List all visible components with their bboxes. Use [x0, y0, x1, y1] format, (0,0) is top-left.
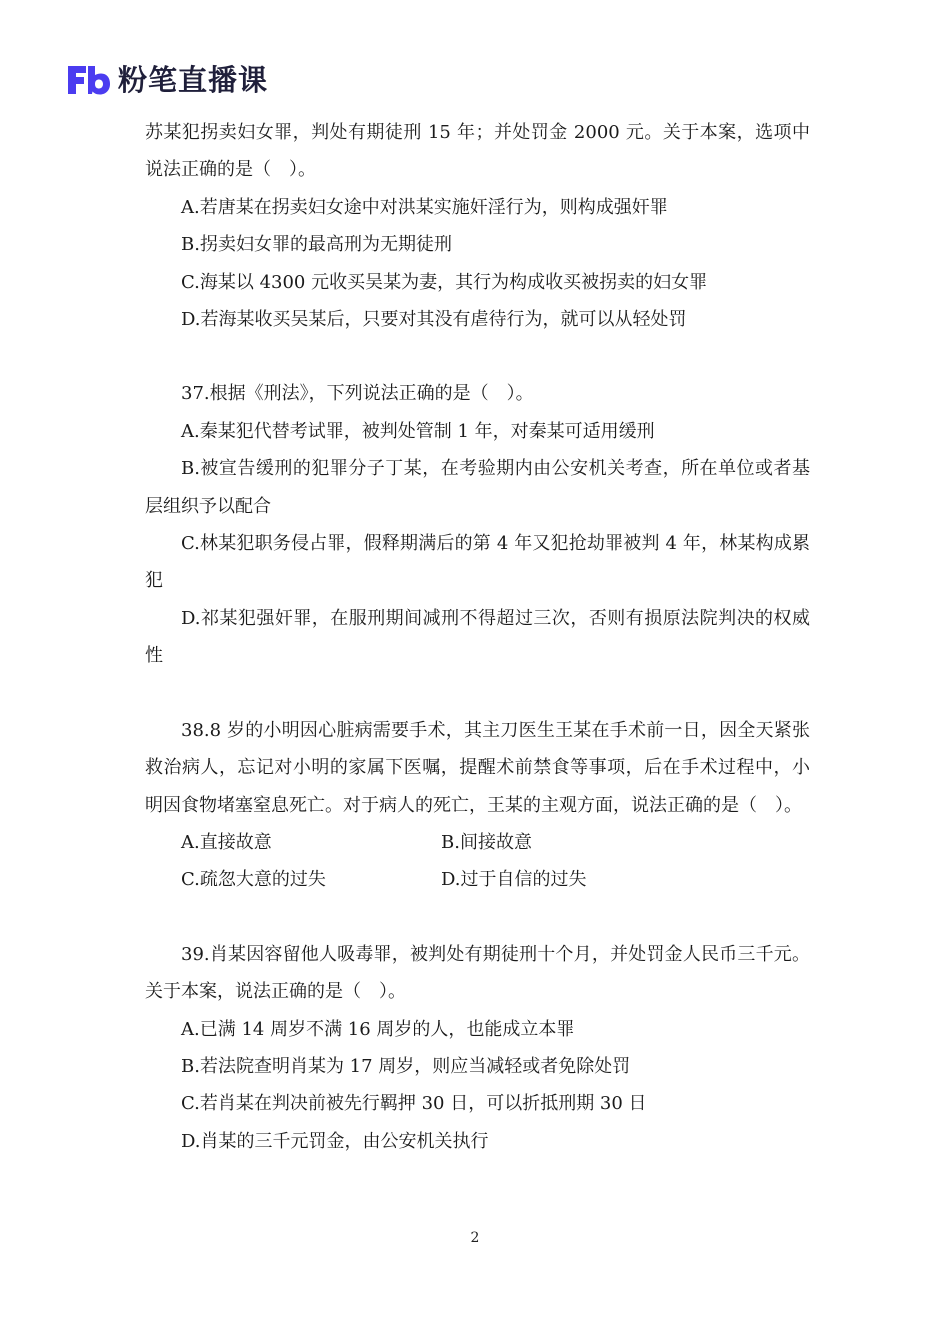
- question-38: [145, 712, 810, 899]
- option-d: D.祁某犯强奸罪，在服刑期间减刑不得超过三次，否则有损原法院判决的权威性: [145, 607, 810, 667]
- brand-logo: [66, 60, 268, 100]
- option-a: A.已满 14 周岁不满 16 周岁的人，也能成立本罪: [181, 1018, 575, 1040]
- option-a: A.秦某犯代替考试罪，被判处管制 1 年，对秦某可适用缓刑: [181, 420, 655, 442]
- option-c: C.若肖某在判决前被先行羁押 30 日，可以折抵刑期 30 日: [181, 1093, 647, 1115]
- spacer: [145, 899, 810, 936]
- question-stem: 39.肖某因容留他人吸毒罪，被判处有期徒刑十个月，并处罚金人民币三千元。关于本案，说法正确的是（ ）。: [145, 943, 810, 1003]
- option-d: D.过于自信的过失: [441, 869, 587, 891]
- page-number: 2: [470, 1230, 480, 1246]
- option-a: A.若唐某在拐卖妇女途中对洪某实施奸淫行为，则构成强奸罪: [181, 196, 668, 218]
- option-d: D.若海某收买吴某后，只要对其没有虐待行为，就可以从轻处罚: [181, 309, 687, 331]
- spacer: [145, 338, 810, 375]
- option-b: B.若法院查明肖某为 17 周岁，则应当减轻或者免除处罚: [181, 1055, 631, 1077]
- document-body: [145, 114, 810, 1160]
- question-stem: 38.8 岁的小明因心脏病需要手术，其主刀医生王某在手术前一日，因全天紧张救治病人，忘记对小明的家属下医嘱，提醒术前禁食等事项，后在手术过程中，小明因食物堵塞窒息死亡。对于病人的死亡，王某的主观方面，说法正确的是（ ）。: [145, 719, 810, 816]
- option-c: C.林某犯职务侵占罪，假释期满后的第 4 年又犯抢劫罪被判 4 年，林某构成累犯: [145, 533, 810, 592]
- option-c: C.疏忽大意的过失: [181, 869, 326, 891]
- brand-name: 粉笔直播课: [118, 63, 269, 97]
- spacer: [145, 675, 810, 712]
- question-37: [145, 375, 810, 674]
- question-stem: 37.根据《刑法》，下列说法正确的是（ ）。: [181, 383, 534, 405]
- option-c: C.海某以 4300 元收买吴某为妻，其行为构成收买被拐卖的妇女罪: [181, 271, 708, 293]
- option-a: A.直接故意: [181, 831, 272, 853]
- option-d: D.肖某的三千元罚金，由公安机关执行: [181, 1130, 489, 1152]
- option-b: B.被宣告缓刑的犯罪分子丁某，在考验期内由公安机关考查，所在单位或者基层组织予以配合: [145, 458, 810, 517]
- question-39: [145, 936, 810, 1160]
- option-b: B.间接故意: [441, 831, 532, 853]
- option-row: [145, 824, 810, 861]
- fb-logo-icon: [66, 62, 112, 98]
- question-stem: 苏某犯拐卖妇女罪，判处有期徒刑 15 年；并处罚金 2000 元。关于本案，选项中说法正确的是（ ）。: [145, 122, 810, 181]
- option-row: [145, 861, 810, 898]
- question-36: [145, 114, 810, 338]
- option-b: B.拐卖妇女罪的最高刑为无期徒刑: [181, 234, 452, 256]
